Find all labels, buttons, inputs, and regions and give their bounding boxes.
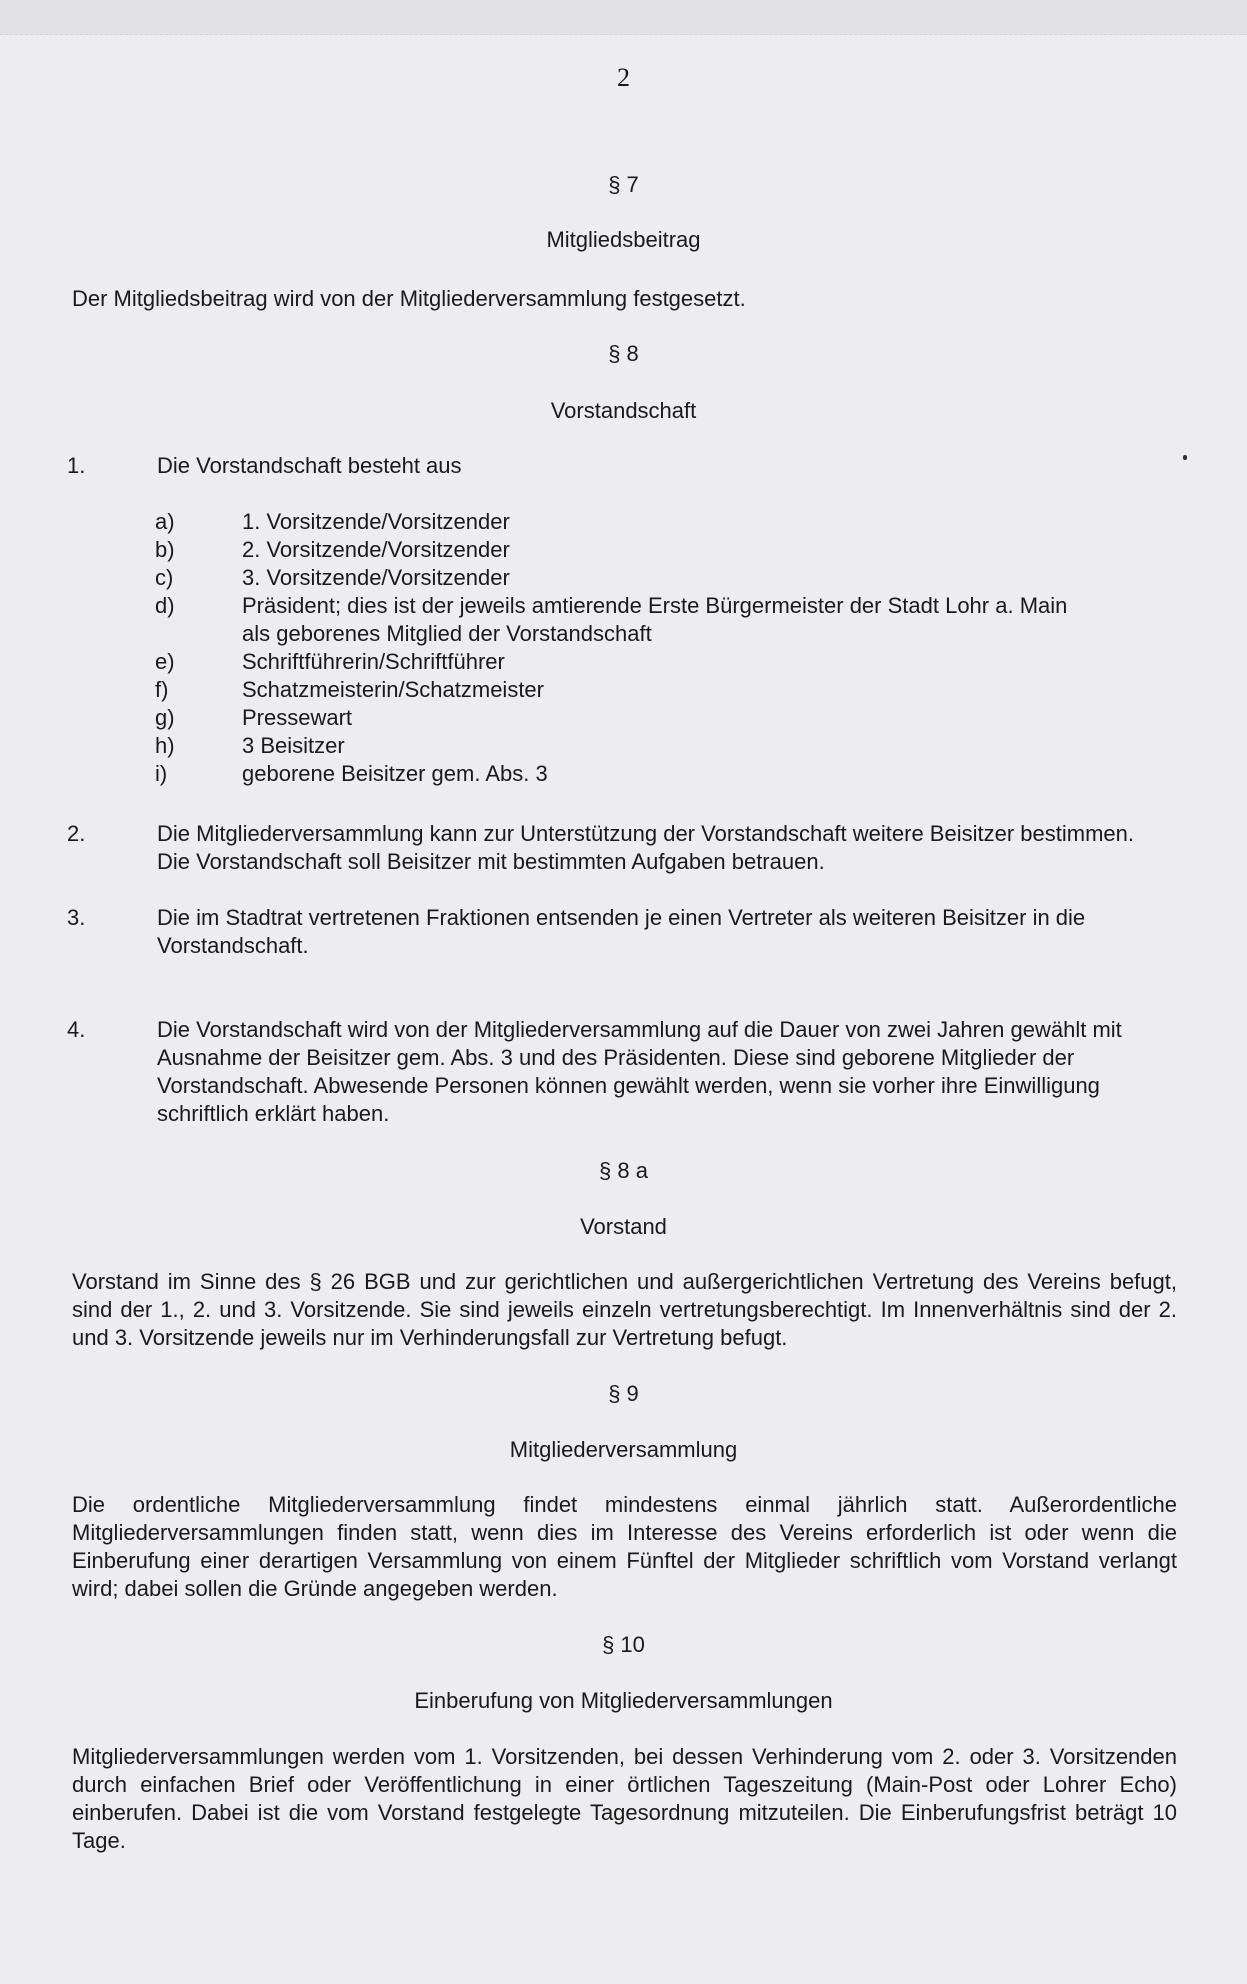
subitem-label: i)	[155, 761, 168, 786]
item-text: Die Vorstandschaft besteht aus	[157, 453, 462, 478]
subitem-label: f)	[155, 677, 169, 702]
section-9-title: Mitgliederversammlung	[509, 1437, 738, 1462]
subitem-text: 3 Beisitzer	[242, 733, 345, 758]
subitem-label: g)	[155, 705, 175, 730]
section-10-heading: § 10	[602, 1632, 645, 1657]
section-8a-heading: § 8 a	[599, 1158, 648, 1183]
item-number: 4.	[67, 1017, 86, 1042]
item-text: Die Vorstandschaft wird von der Mitgliederversammlung auf die Dauer von zwei Jahren gewählt mit Ausnahme der Beisitzer gem. Abs. 3 und des Präsidenten. Diese sind geborene Mitglieder der Vorstandschaft. Abwesende Personen können gewählt werden, wenn sie vorher ihre Einwilligung schriftlich erklärt haben.	[157, 1017, 1122, 1126]
item-number: 2.	[67, 821, 86, 846]
item-number: 1.	[67, 453, 86, 478]
section-8a-text: Vorstand im Sinne des § 26 BGB und zur gerichtlichen und außergerichtlichen Vertretung des Vereins befugt, sind der 1., 2. und 3. Vorsitzende. Sie sind jeweils einzeln vertretungsberechtigt. Im Innenverhältnis sind der 2. und 3. Vorsitzende jeweils nur im Verhinderungsfall zur Vertretung befugt.	[72, 1269, 1177, 1350]
scan-speck	[1183, 455, 1187, 460]
subitem-label: e)	[155, 649, 175, 674]
section-9-text: Die ordentliche Mitgliederversammlung findet mindestens einmal jährlich statt. Außerordentliche Mitgliederversammlungen finden statt, wenn dies im Interesse des Vereins erforderlich ist oder wenn die Einberufung einer derartigen Versammlung von einem Fünftel der Mitglieder schriftlich vom Vorstand verlangt wird; dabei sollen die Gründe angegeben werden.	[72, 1492, 1177, 1601]
subitem-text: Präsident; dies ist der jeweils amtierende Erste Bürgermeister der Stadt Lohr a. Main	[242, 593, 1068, 618]
section-8-heading: § 8	[608, 341, 639, 366]
item-number: 3.	[67, 905, 86, 930]
subitem-text: Pressewart	[242, 705, 353, 730]
subitem-label: d)	[155, 593, 175, 618]
subitem-label: h)	[155, 733, 175, 758]
subitem-text: 2. Vorsitzende/Vorsitzender	[242, 537, 510, 562]
subitem-text: 3. Vorsitzende/Vorsitzender	[242, 565, 510, 590]
section-10-title: Einberufung von Mitgliederversammlungen	[414, 1688, 833, 1713]
item-text: Die Mitgliederversammlung kann zur Unterstützung der Vorstandschaft weitere Beisitzer bestimmen. Die Vorstandschaft soll Beisitzer mit bestimmten Aufgaben betrauen.	[157, 821, 1134, 874]
subitem-text: geborene Beisitzer gem. Abs. 3	[242, 761, 548, 786]
subitem-text-continued: als geborenes Mitglied der Vorstandschaft	[242, 621, 652, 646]
scan-top-edge	[0, 0, 1247, 35]
section-7-heading: § 7	[608, 172, 639, 197]
section-7-text: Der Mitgliedsbeitrag wird von der Mitgliederversammlung festgesetzt.	[72, 286, 746, 311]
subitem-label: b)	[155, 537, 175, 562]
subitem-text: Schriftführerin/Schriftführer	[242, 649, 505, 674]
subitem-text: Schatzmeisterin/Schatzmeister	[242, 677, 544, 702]
section-10-text: Mitgliederversammlungen werden vom 1. Vorsitzenden, bei dessen Verhinderung vom 2. oder 3. Vorsitzenden durch einfachen Brief oder Veröffentlichung in einer örtlichen Tageszeitung (Main-Post oder Lohrer Echo) einberufen. Dabei ist die vom Vorstand festgelegte Tagesordnung mitzuteilen. Die Einberufungsfrist beträgt 10 Tage.	[72, 1744, 1177, 1853]
section-9-heading: § 9	[608, 1381, 639, 1406]
section-7-title: Mitgliedsbeitrag	[546, 227, 701, 252]
section-8-title: Vorstandschaft	[550, 398, 697, 423]
page-number: 2	[617, 63, 630, 92]
item-text: Die im Stadtrat vertretenen Fraktionen entsenden je einen Vertreter als weiteren Beisitzer in die Vorstandschaft.	[157, 905, 1086, 958]
subitem-text: 1. Vorsitzende/Vorsitzender	[242, 509, 510, 534]
subitem-label: c)	[155, 565, 174, 590]
subitem-label: a)	[155, 509, 175, 534]
section-8a-title: Vorstand	[580, 1214, 667, 1239]
